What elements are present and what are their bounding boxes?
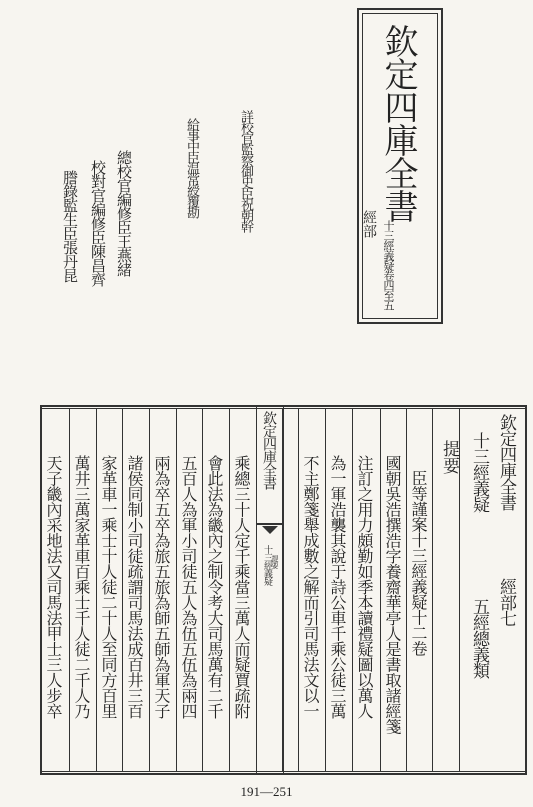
slip-category: 經部 [361, 210, 377, 238]
column-rule [176, 409, 177, 771]
column-rule [149, 409, 150, 771]
fold-fishtail-mark [262, 526, 278, 534]
fold-label: 提要 [271, 555, 279, 569]
summary-column: 為一軍浩襲其說于詩公車千乘公徒三萬 [328, 455, 347, 719]
title-slip [357, 8, 443, 324]
credit-line: 校對官編修臣陳昌齊 [89, 160, 107, 286]
book-category: 五經總義類 [469, 598, 489, 678]
column-rule [459, 409, 460, 771]
column-rule [432, 409, 433, 771]
summary-column: 兩為卒五卒為旅五旅為師五師為軍天子 [152, 455, 171, 719]
page-header-category: 經部七 [496, 578, 516, 626]
section-heading: 提要 [439, 440, 459, 474]
fold-title: 欽定四庫全書 [261, 411, 277, 489]
fold-subtitle: 十三經義疑 [262, 545, 272, 585]
column-rule [298, 409, 299, 771]
slip-main-title: 欽定四庫全書 [378, 24, 418, 222]
summary-column: 臣等謹案十三經義疑十二卷 [409, 470, 428, 656]
center-fold [256, 405, 284, 775]
credit-line: 詳校官監察御史臣祝朝幹 [238, 110, 253, 231]
page-header-title: 欽定四庫全書 [496, 414, 516, 510]
column-rule [96, 409, 97, 771]
column-rule [380, 409, 381, 771]
column-rule [406, 409, 407, 771]
book-title: 十三經義疑 [469, 432, 489, 512]
column-rule [325, 409, 326, 771]
summary-column: 萬井三萬家革車百乘士千人徒二千人乃 [72, 455, 91, 719]
page-number: 191—251 [240, 784, 293, 799]
summary-column: 天子畿內采地法又司馬法甲士三人步卒 [44, 455, 63, 719]
summary-column: 不主鄭箋舉成數之解而引司馬法文以一 [301, 455, 320, 719]
credit-line: 總校官編修臣王燕緒 [115, 150, 133, 276]
summary-column: 家革車一乘士十人徒二十人至同方百里 [99, 455, 118, 719]
summary-column: 諸侯同制小司徒疏謂司馬法成百井三百 [125, 455, 144, 719]
summary-column: 會此法為畿內之制令考大司馬萬有二千 [205, 455, 224, 719]
column-rule [69, 409, 70, 771]
credit-line: 謄錄監生臣張丹昆 [61, 170, 79, 282]
summary-column: 五百人為軍小司徒五人為伍五伍為兩四 [179, 455, 198, 719]
summary-column: 注訂之用力頗勤如季本讀禮疑圖以萬人 [355, 455, 374, 719]
credit-line: 給事中臣温常綬覆勘 [184, 118, 199, 217]
fold-fishtail [257, 523, 283, 525]
column-rule [229, 409, 230, 771]
summary-column: 國朝吳浩撰浩字養齋華亭人是書取諸經箋 [383, 455, 402, 734]
column-rule [352, 409, 353, 771]
column-rule [202, 409, 203, 771]
slip-subtitle: 十三經義疑卷四至五 [382, 220, 395, 310]
summary-column: 乘總三十人定千乘當三萬人而疑賈疏附 [232, 455, 251, 719]
column-rule [122, 409, 123, 771]
